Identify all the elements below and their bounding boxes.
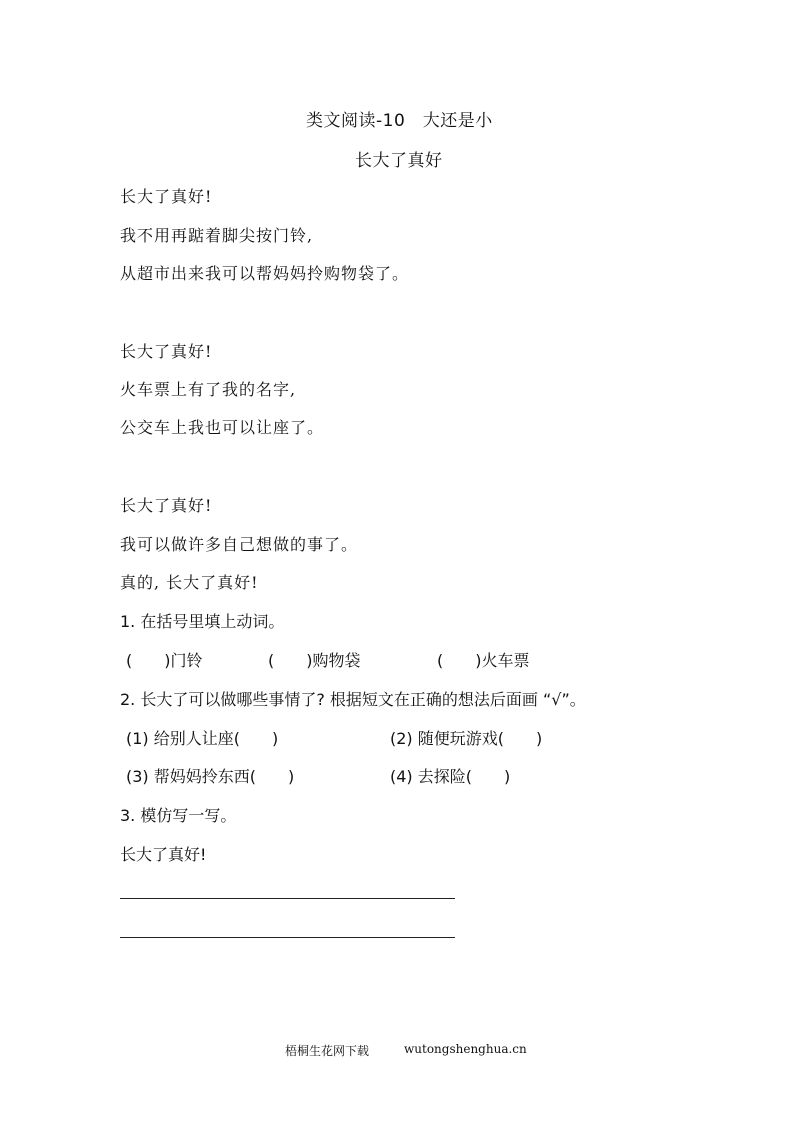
poem-line: 长大了真好! [120, 496, 213, 515]
question-2-option-2[interactable]: (2) 随便玩游戏( ) [390, 729, 543, 748]
answer-line[interactable] [120, 898, 455, 899]
poem-line: 我不用再踮着脚尖按门铃, [120, 226, 314, 245]
poem-line: 我可以做许多自己想做的事了。 [120, 535, 359, 554]
question-3-starter: 长大了真好! [120, 845, 207, 864]
question-1-prompt: 1. 在括号里填上动词。 [120, 612, 285, 631]
question-1-blank-shopping-bag[interactable]: ( )购物袋 [268, 651, 361, 670]
question-2-option-1[interactable]: (1) 给别人让座( ) [126, 729, 279, 748]
question-1-blank-train-ticket[interactable]: ( )火车票 [437, 651, 530, 670]
poem-line: 长大了真好! [120, 342, 213, 361]
page-title: 类文阅读-10 大还是小 [306, 111, 493, 131]
footer-url[interactable]: wutongshenghua.cn [404, 1042, 527, 1056]
poem-line: 长大了真好! [120, 187, 213, 206]
poem-line: 火车票上有了我的名字, [120, 380, 297, 399]
question-2-option-4[interactable]: (4) 去探险( ) [390, 767, 511, 786]
answer-line[interactable] [120, 937, 455, 938]
poem-line: 真的, 长大了真好! [120, 573, 259, 592]
footer-site-name: 梧桐生花网下载 [285, 1044, 370, 1058]
question-1-blank-doorbell[interactable]: ( )门铃 [126, 651, 203, 670]
poem-line: 公交车上我也可以让座了。 [120, 418, 325, 437]
poem-line: 从超市出来我可以帮妈妈拎购物袋了。 [120, 264, 410, 283]
question-3-prompt: 3. 模仿写一写。 [120, 806, 237, 825]
question-2-prompt: 2. 长大了可以做哪些事情了? 根据短文在正确的想法后面画 “√”。 [120, 690, 586, 709]
page-subtitle: 长大了真好 [355, 151, 443, 171]
question-2-option-3[interactable]: (3) 帮妈妈拎东西( ) [126, 767, 295, 786]
